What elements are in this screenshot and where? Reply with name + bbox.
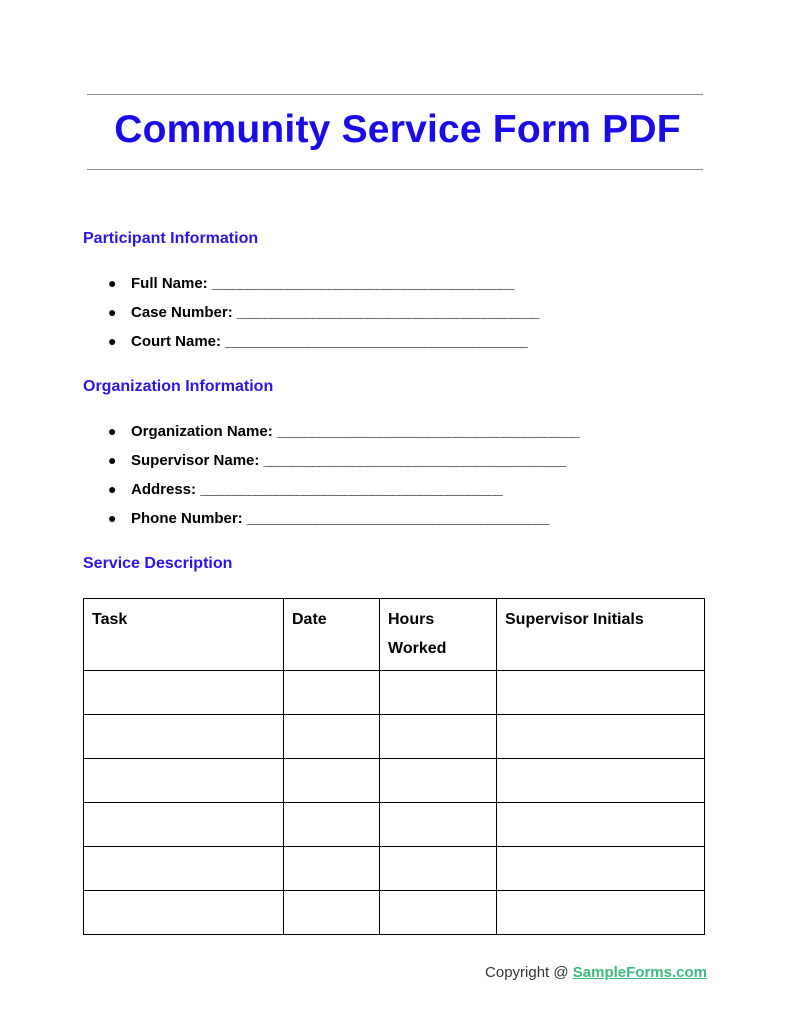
field-label: Case Number: [131,304,233,321]
bullet-icon: ● [108,510,117,526]
cell-task[interactable] [84,803,284,847]
column-header-date: Date [284,599,380,671]
bullet-icon: ● [108,452,117,468]
field-label: Full Name: [131,275,208,292]
cell-hours[interactable] [380,891,497,935]
field-label: Phone Number: [131,510,243,527]
field-blank[interactable]: ____________________________________________ [263,452,565,469]
section-heading-service: Service Description [83,555,233,572]
field-court-name[interactable] [108,327,538,356]
table-row [84,671,705,715]
field-case-number[interactable] [108,298,538,327]
column-header-supervisor-initials: Supervisor Initials [497,599,705,671]
cell-initials[interactable] [497,891,705,935]
copyright-text: Copyright @ [485,964,573,981]
participant-field-list [108,269,538,356]
field-blank[interactable]: ____________________________________________ [225,333,527,350]
section-heading-organization: Organization Information [83,378,274,395]
cell-hours[interactable] [380,759,497,803]
copyright-footer [485,964,707,981]
field-full-name[interactable] [108,269,538,298]
top-divider [87,94,703,95]
service-table-wrapper [83,598,705,935]
cell-date[interactable] [284,891,380,935]
field-address[interactable] [108,475,578,504]
cell-task[interactable] [84,759,284,803]
bottom-divider [87,169,703,170]
cell-hours[interactable] [380,847,497,891]
cell-date[interactable] [284,671,380,715]
bullet-icon: ● [108,423,117,439]
field-label: Court Name: [131,333,222,350]
service-table [83,598,705,935]
cell-date[interactable] [284,715,380,759]
cell-task[interactable] [84,847,284,891]
bullet-icon: ● [108,481,117,497]
cell-hours[interactable] [380,671,497,715]
field-blank[interactable]: ____________________________________________ [276,423,578,440]
field-phone-number[interactable] [108,504,578,533]
field-label: Organization Name: [131,423,273,440]
cell-date[interactable] [284,803,380,847]
cell-hours[interactable] [380,715,497,759]
section-heading-participant: Participant Information [83,230,259,247]
cell-initials[interactable] [497,847,705,891]
cell-date[interactable] [284,847,380,891]
cell-task[interactable] [84,715,284,759]
cell-date[interactable] [284,759,380,803]
cell-task[interactable] [84,891,284,935]
bullet-icon: ● [108,275,117,291]
table-header-row [84,599,705,671]
field-blank[interactable]: ____________________________________________ [246,510,548,527]
table-row [84,759,705,803]
field-organization-name[interactable] [108,417,578,446]
field-label: Supervisor Name: [131,452,260,469]
cell-initials[interactable] [497,759,705,803]
table-row [84,715,705,759]
cell-initials[interactable] [497,715,705,759]
table-row [84,803,705,847]
column-header-hours-worked: Hours Worked [380,599,497,671]
field-supervisor-name[interactable] [108,446,578,475]
column-header-task: Task [84,599,284,671]
cell-task[interactable] [84,671,284,715]
cell-initials[interactable] [497,671,705,715]
table-row [84,847,705,891]
field-blank[interactable]: ____________________________________________ [200,481,502,498]
organization-field-list [108,417,578,533]
field-blank[interactable]: ____________________________________________ [211,275,513,292]
page-title: Community Service Form PDF [114,108,681,151]
field-label: Address: [131,481,197,498]
cell-initials[interactable] [497,803,705,847]
table-row [84,891,705,935]
brand-link[interactable]: SampleForms.com [572,964,707,981]
cell-hours[interactable] [380,803,497,847]
bullet-icon: ● [108,333,117,349]
field-blank[interactable]: ____________________________________________ [236,304,538,321]
bullet-icon: ● [108,304,117,320]
